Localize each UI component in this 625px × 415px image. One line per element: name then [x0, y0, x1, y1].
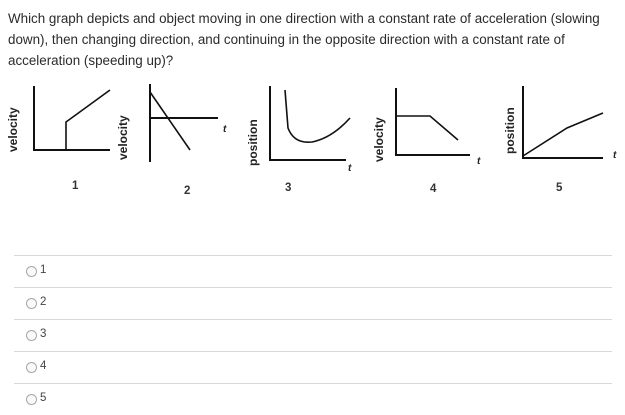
option-label: 3: [40, 328, 47, 340]
graph-1-ylabel: velocity: [6, 107, 20, 152]
radio-button[interactable]: [26, 394, 37, 405]
radio-button[interactable]: [26, 362, 37, 373]
graph-4-ylabel: velocity: [372, 117, 386, 162]
graph-2-ylabel: velocity: [116, 115, 130, 160]
radio-button[interactable]: [26, 266, 37, 277]
graph-5-time-label: t: [613, 150, 617, 161]
radio-button[interactable]: [26, 330, 37, 341]
answer-option-2[interactable]: [14, 287, 612, 319]
graph-2-number: 2: [184, 185, 191, 197]
answer-option-1[interactable]: [14, 255, 612, 287]
graph-3-ylabel: position: [246, 119, 260, 166]
option-label: 1: [40, 264, 47, 276]
graph-4-time-label: t: [477, 156, 481, 167]
answer-option-5[interactable]: [14, 383, 612, 415]
answer-option-4[interactable]: [14, 351, 612, 383]
question-text: Which graph depicts and object moving in one direction with a constant rate of acceleration (slowing down), then changing direction, and continuing in the opposite direction with a constant rate of acceleration (speeding up)?: [8, 11, 600, 68]
graph-5-number: 5: [556, 182, 563, 194]
answer-option-3[interactable]: [14, 319, 612, 351]
graph-2-time-label: t: [223, 124, 227, 135]
option-label: 2: [40, 296, 47, 308]
graph-3-time-label: t: [348, 163, 352, 174]
graph-1-number: 1: [72, 180, 79, 192]
radio-button[interactable]: [26, 298, 37, 309]
graph-4-number: 4: [430, 183, 437, 195]
graph-5-ylabel: position: [503, 107, 517, 154]
option-label: 4: [40, 360, 47, 372]
option-label: 5: [40, 392, 47, 404]
graph-3-number: 3: [285, 182, 292, 194]
